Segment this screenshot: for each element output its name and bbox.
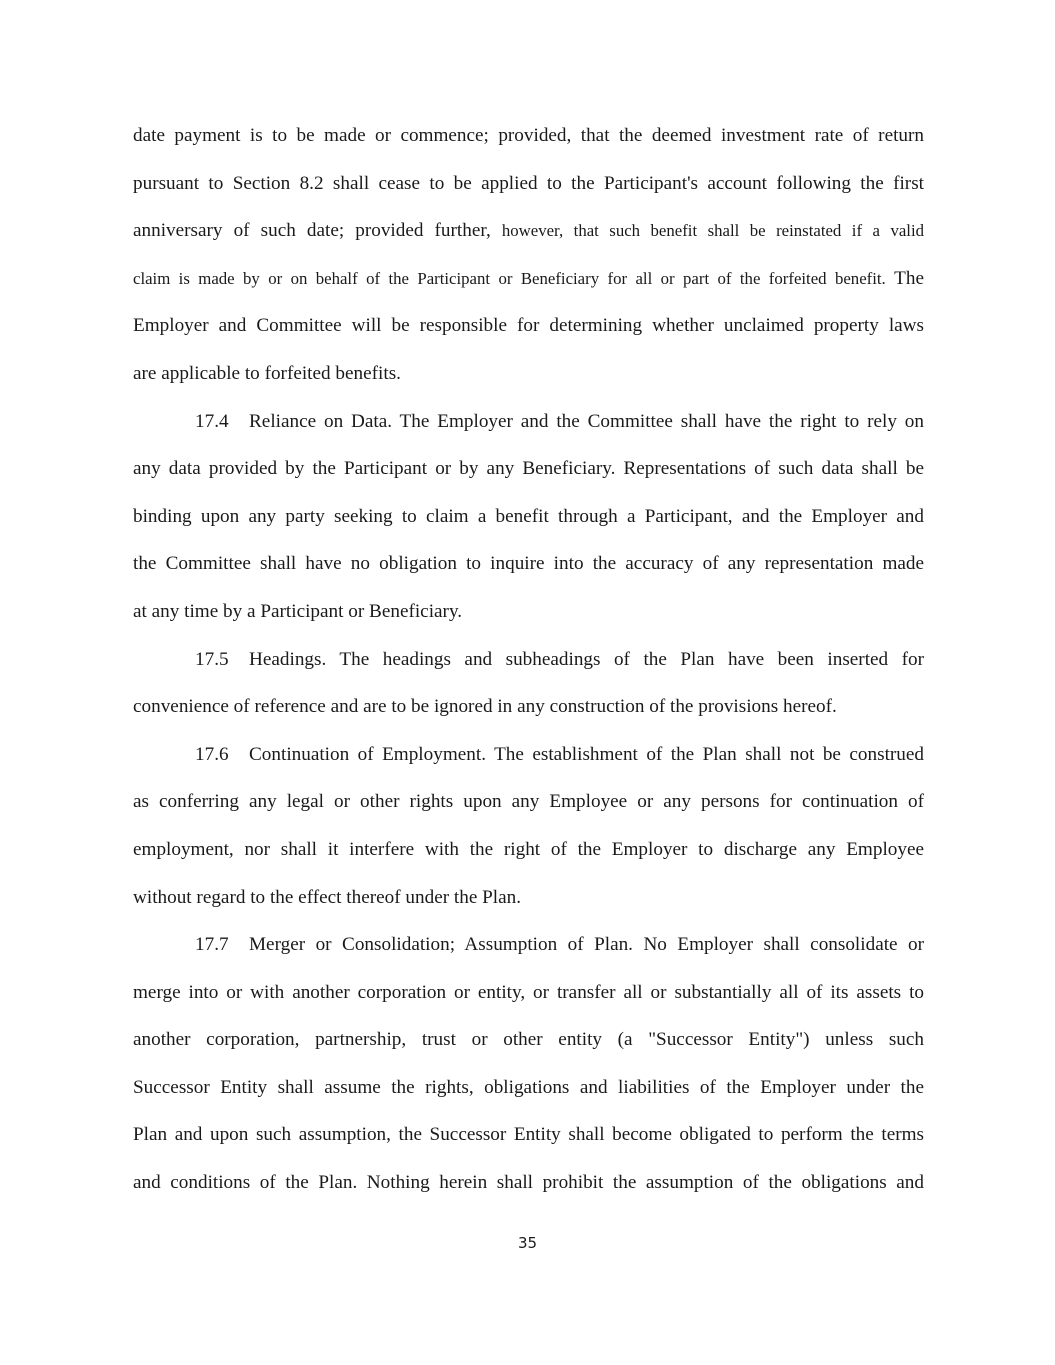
text-line: pursuant to Section 8.2 shall cease to be applied to the Participant's account following the first [133,172,924,194]
text-line: at any time by a Participant or Beneficiary. [133,600,463,622]
text-line: employment, nor shall it interfere with the right of the Employer to discharge any Employee [133,838,924,860]
text-fragment: The [894,267,924,289]
text-fragment: Continuation of Employment. The establishment of the Plan shall not be construed [249,743,924,765]
section-first-line [133,921,924,969]
section-number: 17.6 [195,743,229,765]
section-number: 17.5 [195,648,229,670]
text-line: Successor Entity shall assume the rights, obligations and liabilities of the Employer under the [133,1076,924,1098]
text-fragment: however, that such benefit shall be reinstated if a valid [501,221,925,241]
text-line: as conferring any legal or other rights upon any Employee or any persons for continuation of [133,791,924,813]
document-page [133,112,924,1207]
text-fragment: claim is made by or on behalf of the Participant or Beneficiary for all or part of the forfeited benefit. [133,268,886,288]
section-number: 17.7 [195,934,229,956]
text-line: without regard to the effect thereof under the Plan. [133,886,522,908]
section-first-line [133,731,924,779]
text-line [133,207,924,255]
text-fragment: Reliance on Data. The Employer and the Committee shall have the right to rely on [249,410,924,432]
text-line: binding upon any party seeking to claim a benefit through a Participant, and the Employer and [133,505,924,527]
text-line: the Committee shall have no obligation to inquire into the accuracy of any representation made [133,553,924,575]
text-line: Employer and Committee will be responsible for determining whether unclaimed property laws [133,315,924,337]
text-line: any data provided by the Participant or by any Beneficiary. Representations of such data shall be [133,458,924,480]
text-line [133,255,924,303]
text-line: Plan and upon such assumption, the Successor Entity shall become obligated to perform the terms [133,1124,924,1146]
text-line: convenience of reference and are to be ignored in any construction of the provisions hereof. [133,696,837,718]
section-number: 17.4 [195,410,229,432]
text-line: merge into or with another corporation or entity, or transfer all or substantially all of its assets to [133,981,924,1003]
text-line: are applicable to forfeited benefits. [133,362,401,384]
text-line: and conditions of the Plan. Nothing herein shall prohibit the assumption of the obligations and [133,1172,924,1194]
text-fragment: Headings. The headings and subheadings of the Plan have been inserted for [249,648,924,670]
text-fragment: anniversary of such date; provided further, [133,220,491,242]
text-fragment: Merger or Consolidation; Assumption of Plan. No Employer shall consolidate or [249,934,924,956]
page-number: 35 [517,1234,538,1252]
text-line: date payment is to be made or commence; provided, that the deemed investment rate of return [133,125,924,146]
text-line: another corporation, partnership, trust or other entity (a "Successor Entity") unless such [133,1029,924,1051]
section-first-line [133,636,924,684]
section-first-line [133,398,924,446]
